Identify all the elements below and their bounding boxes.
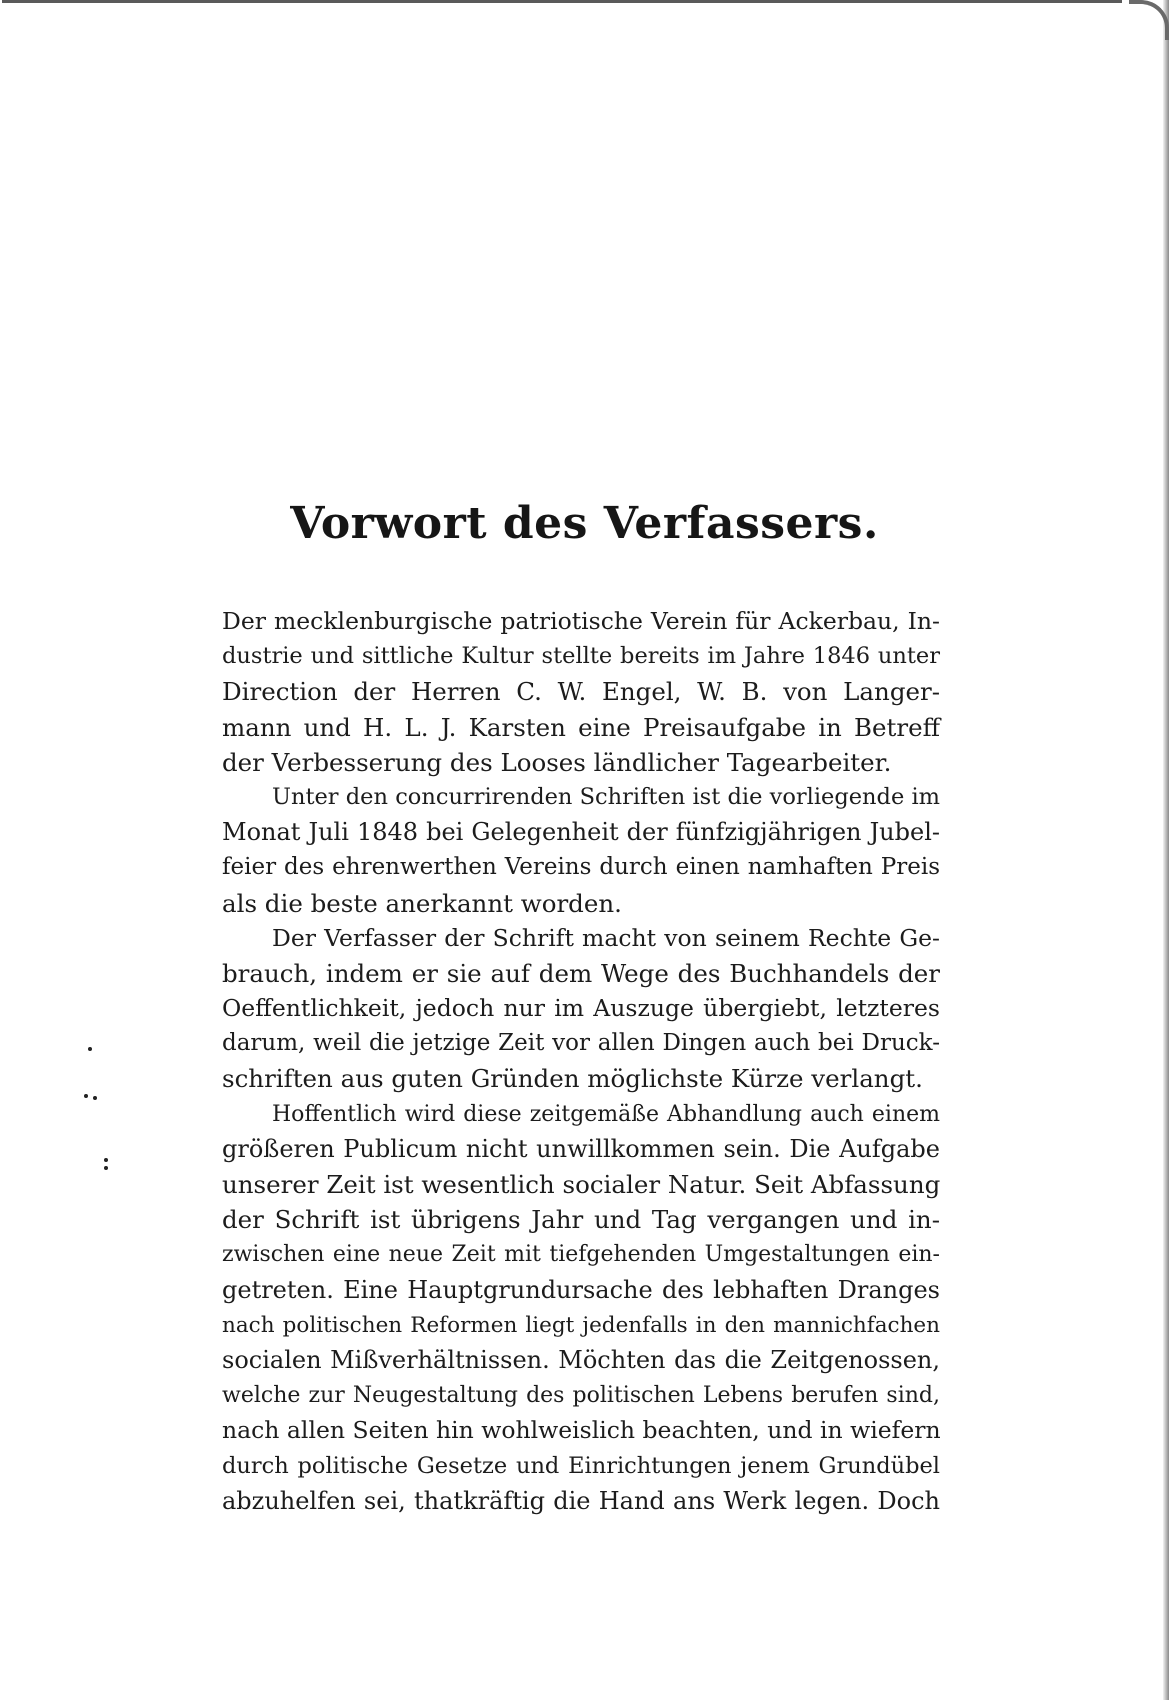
text-line: als die beste anerkannt worden. xyxy=(222,888,622,918)
paragraph xyxy=(222,780,940,921)
text-line: nach politischen Reformen liegt jedenfalls in den mannichfachen xyxy=(222,1312,940,1338)
text-line: der Schrift ist übrigens Jahr und Tag vergangen und in- xyxy=(222,1205,940,1235)
text-line: Direction der Herren C. W. Engel, W. B. von Langer- xyxy=(222,677,940,707)
text-line: zwischen eine neue Zeit mit tiefgehenden Umgestaltungen ein- xyxy=(222,1242,940,1268)
print-speck xyxy=(104,1158,108,1162)
text-line: der Verbesserung des Looses ländlicher Tagearbeiter. xyxy=(222,747,892,777)
text-line: nach allen Seiten hin wohlweislich beachten, und in wiefern xyxy=(222,1416,941,1445)
text-line: durch politische Gesetze und Einrichtungen jenem Grundübel xyxy=(222,1452,940,1479)
paragraph xyxy=(222,921,940,1097)
text-line: Oeffentlichkeit, jedoch nur im Auszuge übergiebt, letzteres xyxy=(222,994,940,1023)
text-line: Unter den concurrirenden Schriften ist die vorliegende im xyxy=(272,783,940,810)
text-line: unserer Zeit ist wesentlich socialer Natur. Seit Abfassung xyxy=(222,1170,941,1199)
text-line: Hoffentlich wird diese zeitgemäße Abhandlung auch einem xyxy=(272,1101,940,1127)
paragraph xyxy=(222,1097,940,1519)
page-title: Vorwort des Verfassers. xyxy=(290,498,879,549)
text-line: welche zur Neugestaltung des politischen Lebens berufen sind, xyxy=(222,1383,940,1409)
text-line: socialen Mißverhältnissen. Möchten das die Zeitgenossen, xyxy=(222,1345,940,1374)
text-line: brauch, indem er sie auf dem Wege des Buchhandels der xyxy=(222,958,940,988)
page-top-edge xyxy=(2,0,1122,3)
print-speck xyxy=(84,1094,88,1098)
preface-body xyxy=(222,604,940,1519)
print-speck xyxy=(93,1096,97,1100)
text-line: Der mecklenburgische patriotische Verein für Ackerbau, In- xyxy=(222,607,940,635)
text-line: schriften aus guten Gründen möglichste Kürze verlangt. xyxy=(222,1064,923,1094)
text-line: getreten. Eine Hauptgrundursache des lebhaften Dranges xyxy=(222,1275,940,1304)
text-line: mann und H. L. J. Karsten eine Preisaufgabe in Betreff xyxy=(222,712,940,742)
text-line: feier des ehrenwerthen Vereins durch einen namhaften Preis xyxy=(222,854,940,881)
text-line: Der Verfasser der Schrift macht von seinem Rechte Ge- xyxy=(272,923,940,952)
text-line: größeren Publicum nicht unwillkommen sein. Die Aufgabe xyxy=(222,1134,940,1163)
paragraph xyxy=(222,604,940,780)
text-line: darum, weil die jetzige Zeit vor allen Dingen auch bei Druck- xyxy=(222,1030,940,1057)
print-speck xyxy=(104,1166,108,1170)
print-speck xyxy=(88,1047,92,1051)
text-line: dustrie und sittliche Kultur stellte bereits im Jahre 1846 unter xyxy=(222,643,940,670)
text-line: Monat Juli 1848 bei Gelegenheit der fünfzigjährigen Jubel- xyxy=(222,818,940,847)
page-binding-edge xyxy=(1163,0,1169,1700)
text-line: abzuhelfen sei, thatkräftig die Hand ans Werk legen. Doch xyxy=(222,1486,940,1515)
